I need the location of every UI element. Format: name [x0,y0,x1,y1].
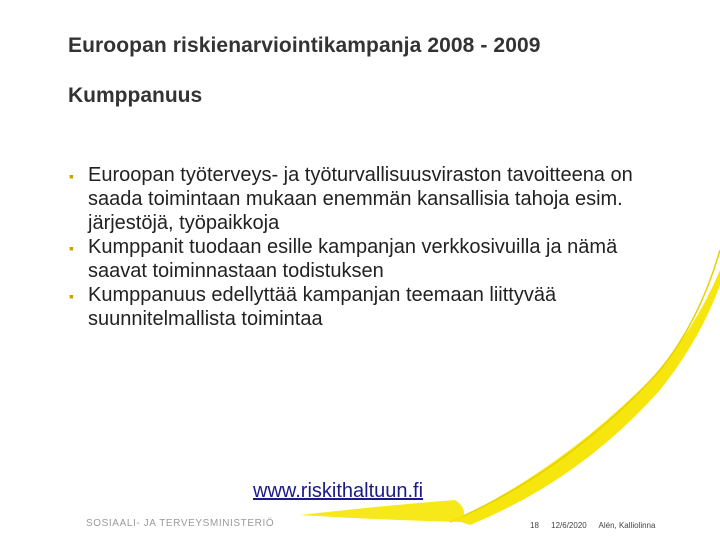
slide-title: Euroopan riskienarviointikampanja 2008 - 2009 [68,34,541,57]
bullet-item [68,283,668,331]
bullet-list [68,163,668,331]
slide-subtitle: Kumppanuus [68,84,203,107]
bullet-text: Euroopan työterveys- ja työturvallisuusviraston tavoitteena on saada toimintaan mukaan enemmän kansallisia tahoja esim. järjestöjä, työpaikkoja [88,164,633,234]
bullet-item [68,235,668,283]
page-number: 18 [530,521,539,530]
square-bullet-icon: ▪ [69,240,74,256]
square-bullet-icon: ▪ [69,288,74,304]
footer-author: Alén, Kalliolinna [598,521,656,530]
yellow-swoosh-sweep [300,500,464,522]
bullet-item [68,163,668,235]
ministry-logo-text: SOSIAALI- JA TERVEYSMINISTERIÖ [86,518,275,529]
square-bullet-icon: ▪ [69,168,74,184]
website-link[interactable]: www.riskithaltuun.fi [253,480,424,502]
bullet-text: Kumppanit tuodaan esille kampanjan verkkosivuilla ja nämä saavat toiminnastaan todistuksen [88,236,618,282]
footer-date: 12/6/2020 [551,521,587,530]
bullet-text: Kumppanuus edellyttää kampanjan teemaan liittyvää suunnitelmallista toimintaa [88,284,557,330]
footer-meta [530,521,665,530]
